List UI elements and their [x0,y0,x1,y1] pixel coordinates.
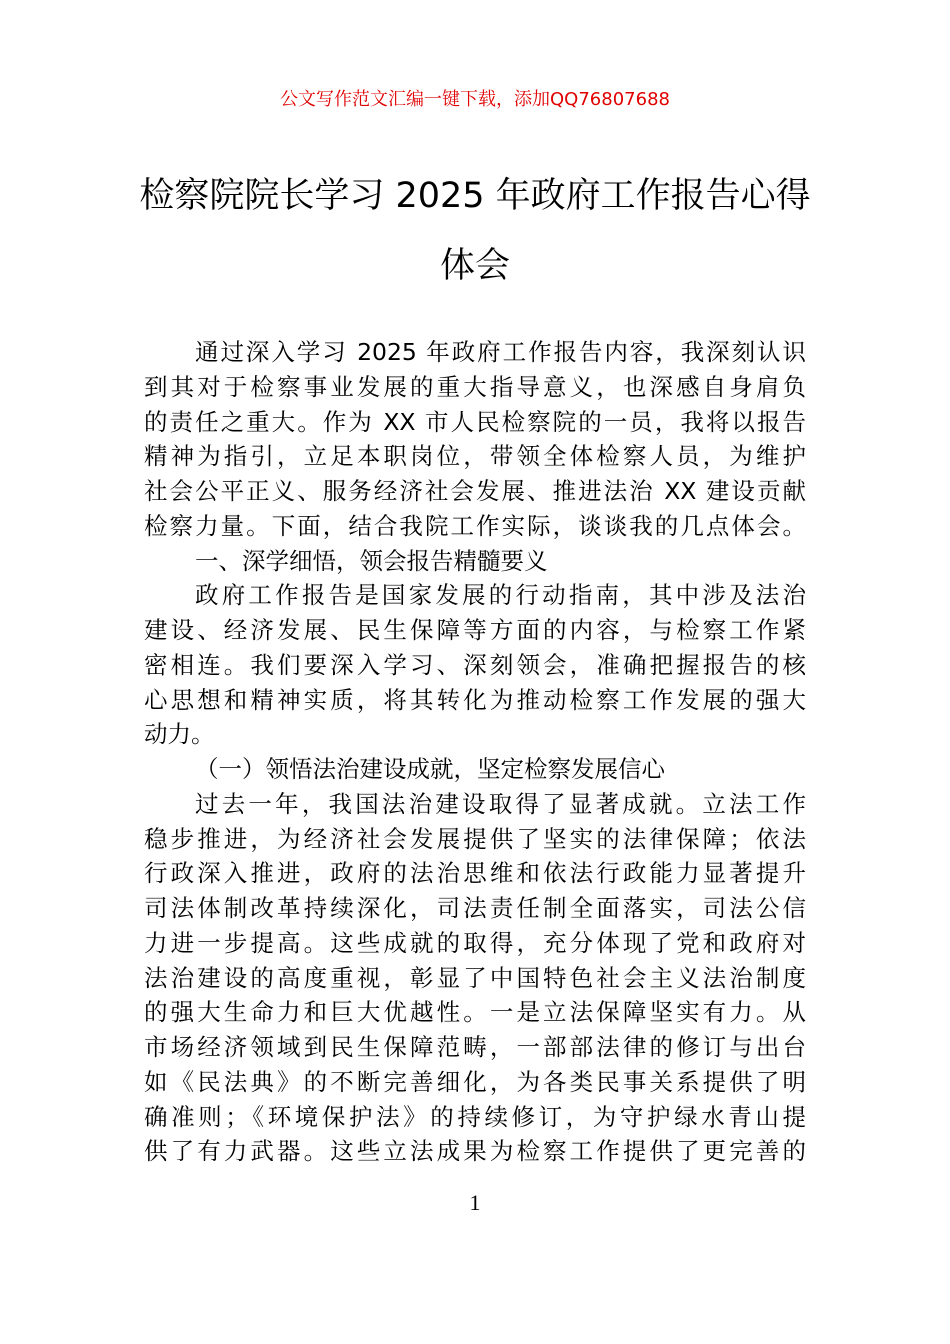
text-line: 确准则；《环境保护法》的持续修订，为守护绿水青山提 [144,1102,806,1131]
title-line-1: 检察院院长学习 2025 年政府工作报告心得 [139,176,811,216]
page-number: 1 [469,1190,481,1215]
text-line: （一）领悟法治建设成就，坚定检察发展信心 [195,755,665,783]
text-line: 动力。 [144,720,215,749]
text-line: 市场经济领域到民生保障范畴，一部部法律的修订与出台 [144,1033,806,1061]
text-line: 一、深学细悟，领会报告精髓要义 [195,546,548,575]
document-body [144,335,806,1169]
text-line: 的强大生命力和巨大优越性。一是立法保障坚实有力。从 [144,998,806,1027]
text-line: 行政深入推进，政府的法治思维和依法行政能力显著提升 [144,859,806,888]
document-title [100,161,850,301]
text-line: 精神为指引，立足本职岗位，带领全体检察人员，为维护 [144,442,806,471]
text-line: 政府工作报告是国家发展的行动指南，其中涉及法治 [195,581,806,610]
text-line: 心思想和精神实质，将其转化为推动检察工作发展的强大 [144,685,806,714]
text-line: 建设、经济发展、民生保障等方面的内容，与检察工作紧 [144,616,806,644]
text-line: 法治建设的高度重视，彰显了中国特色社会主义法治制度 [144,963,806,992]
download-ad-header: 公文写作范文汇编一键下载，添加QQ76807688 [280,89,670,110]
text-line: 通过深入学习 2025 年政府工作报告内容，我深刻认识 [195,338,806,366]
text-line: 密相连。我们要深入学习、深刻领会，准确把握报告的核 [144,650,806,679]
text-line: 供了有力武器。这些立法成果为检察工作提供了更完善的 [144,1137,806,1166]
text-line: 的责任之重大。作为 XX 市人民检察院的一员，我将以报告 [144,407,806,436]
text-line: 力进一步提高。这些成就的取得，充分体现了党和政府对 [144,928,806,957]
text-line: 稳步推进，为经济社会发展提供了坚实的法律保障；依法 [144,824,806,853]
text-line: 司法体制改革持续深化，司法责任制全面落实，司法公信 [144,894,806,922]
text-line: 如《民法典》的不断完善细化，为各类民事关系提供了明 [144,1067,806,1096]
text-line: 社会公平正义、服务经济社会发展、推进法治 XX 建设贡献 [144,477,806,505]
text-line: 检察力量。下面，结合我院工作实际，谈谈我的几点体会。 [144,511,806,540]
title-line-2: 体会 [439,246,510,286]
text-line: 过去一年，我国法治建设取得了显著成就。立法工作 [195,789,806,818]
text-line: 到其对于检察事业发展的重大指导意义，也深感自身肩负 [144,372,806,401]
